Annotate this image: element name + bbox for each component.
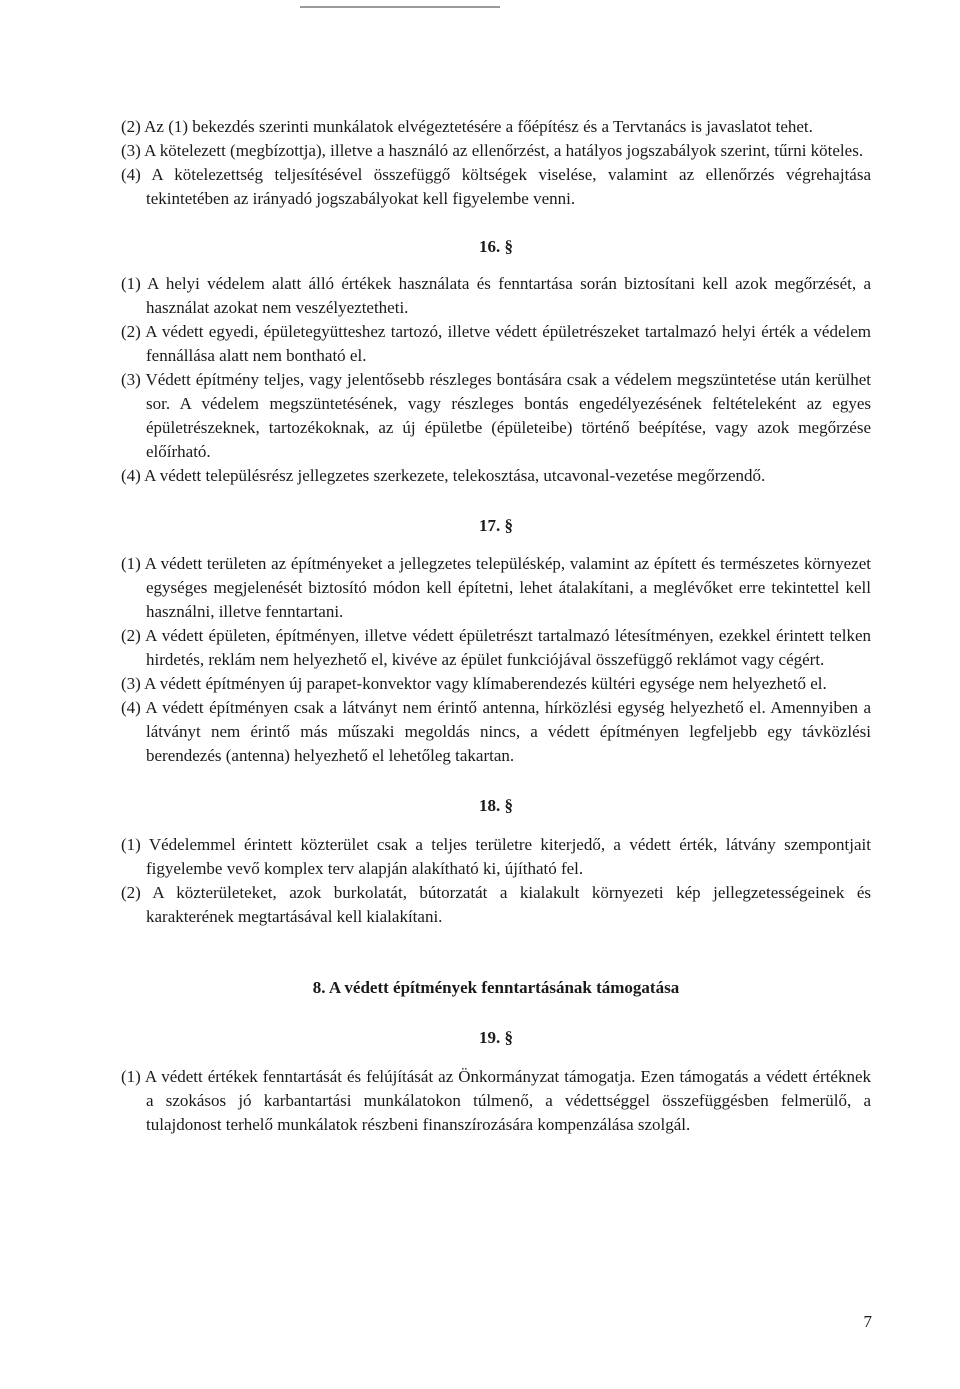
section-19-paragraph-1: (1) A védett értékek fenntartását és felújítását az Önkormányzat támogatja. Ezen támogatás a védett értéknek a szokásos jó karbantartási munkálatokon túlmenő, a védettséggel összefüggésben felmerülő, a tulajdonost terhelő munkálatok részbeni finanszírozására kompenzálása szolgál. [121, 1067, 871, 1134]
section-heading-17: 17. § [479, 516, 513, 535]
chapter-title: 8. A védett építmények fenntartásának támogatása [312, 978, 680, 997]
section-17-paragraph-4: (4) A védett építményen csak a látványt nem érintő antenna, hírközlési egység helyezhető el. Amennyiben a látványt nem érintő más műszaki megoldás nincs, a védett építményen legfeljebb egy távközlési berendezés (antenna) helyezhető el lehetőleg takartan. [121, 698, 871, 765]
page-number: 7 [863, 1312, 872, 1331]
section-18-paragraph-2: (2) A közterületeket, azok burkolatát, bútorzatát a kialakult környezeti kép jellegzetességeinek és karakterének megtartásával kell kialakítani. [121, 883, 871, 926]
section-16-paragraph-1: (1) A helyi védelem alatt álló értékek használata és fenntartása során biztosítani kell azok megőrzését, a használat azokat nem veszélyeztetheti. [121, 274, 871, 317]
document-body [121, 115, 871, 1137]
section-17-paragraph-1: (1) A védett területen az építményeket a jellegzetes településkép, valamint az épített és természetes környezet egységes megjelenését biztosító módon kell építetni, lehet átalakítani, a meglévőket erre tekintettel kell használni, illetve fenntartani. [121, 554, 871, 621]
section-16-paragraph-3: (3) Védett építmény teljes, vagy jelentősebb részleges bontására csak a védelem megszüntetése után kerülhet sor. A védelem megszüntetésének, vagy részleges bontás engedélyezésének feltételeként az egyes épületrészeknek, tartozékoknak, az új épületbe (épületeibe) történő beépítése, vagy azok megőrzése előírható. [121, 370, 871, 461]
section-heading-18: 18. § [479, 796, 513, 815]
paragraph-4: (4) A kötelezettség teljesítésével összefüggő költségek viselése, valamint az ellenőrzés végrehajtása tekintetében az irányadó jogszabályokat kell figyelembe venni. [121, 165, 871, 208]
section-16-paragraph-4: (4) A védett településrész jellegzetes szerkezete, telekosztása, utcavonal-vezetése megőrzendő. [121, 466, 766, 485]
section-17-paragraph-3: (3) A védett építményen új parapet-konvektor vagy klímaberendezés kültéri egysége nem helyezhető el. [121, 674, 827, 693]
scan-top-rule [300, 6, 500, 8]
section-17-paragraph-2: (2) A védett épületen, építményen, illetve védett épületrészt tartalmazó létesítményen, ezekkel érintett telken hirdetés, reklám nem helyezhető el, kivéve az épület funkciójával összefüggő reklámot vagy cégért. [121, 626, 871, 669]
section-16-paragraph-2: (2) A védett egyedi, épületegyütteshez tartozó, illetve védett épületrészeket tartalmazó helyi érték a védelem fennállása alatt nem bontható el. [121, 322, 871, 365]
paragraph-2: (2) Az (1) bekezdés szerinti munkálatok elvégeztetésére a főépítész és a Tervtanács is javaslatot tehet. [121, 117, 813, 136]
section-heading-19: 19. § [479, 1028, 513, 1047]
paragraph-3: (3) A kötelezett (megbízottja), illetve a használó az ellenőrzést, a hatályos jogszabályok szerint, tűrni köteles. [121, 141, 864, 160]
section-18-paragraph-1: (1) Védelemmel érintett közterület csak a teljes területre kiterjedő, a védett érték, látvány szempontjait figyelembe vevő komplex terv alapján alakítható ki, újítható fel. [121, 835, 871, 878]
section-heading-16: 16. § [479, 237, 513, 256]
